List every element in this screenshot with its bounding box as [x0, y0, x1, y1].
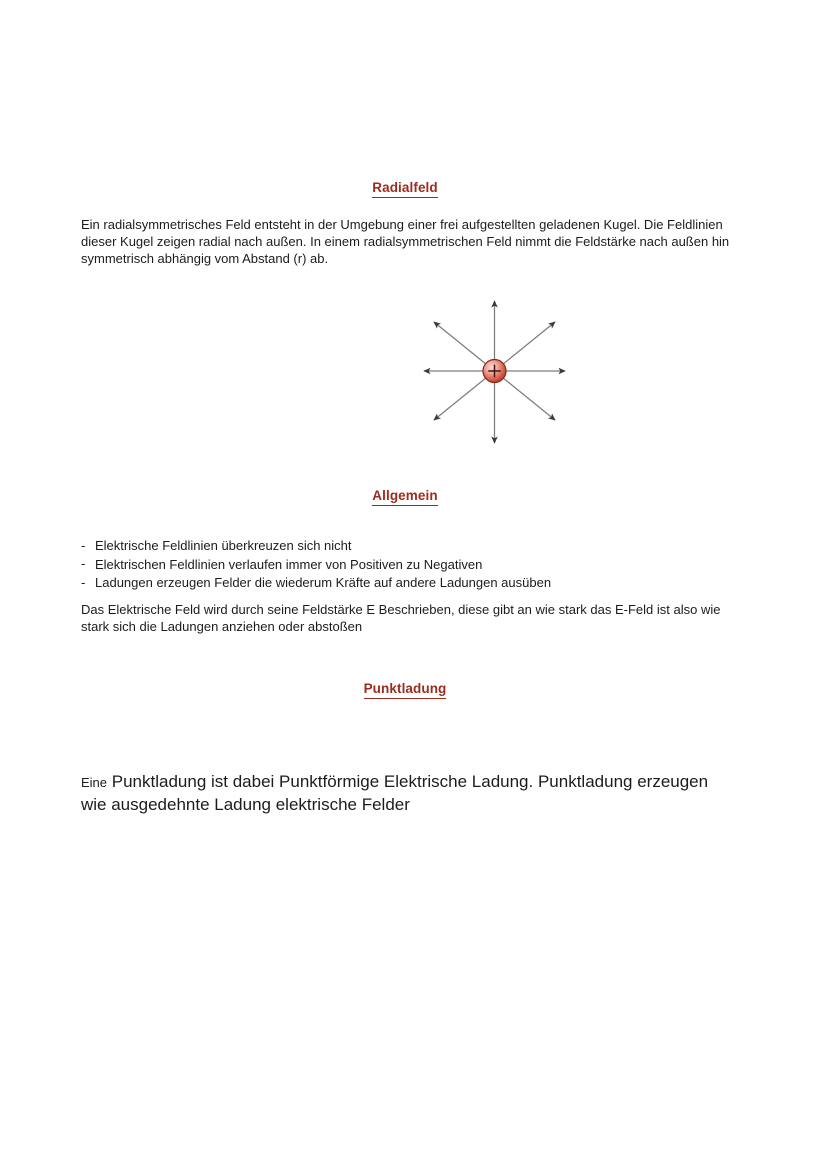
list-item-label: Elektrische Feldlinien überkreuzen sich nicht [95, 538, 352, 553]
paragraph-feldstaerke: Das Elektrische Feld wird durch seine Feldstärke E Beschrieben, diese gibt an wie stark das E-Feld ist also wie stark sich die Ladungen anziehen oder abstoßen [81, 602, 721, 635]
paragraph-punktladung [81, 771, 721, 815]
rules-list [81, 537, 729, 593]
list-item [81, 537, 729, 556]
list-item-label: Elektrischen Feldlinien verlaufen immer von Positiven zu Negativen [95, 556, 483, 572]
heading-allgemein [81, 488, 729, 506]
paragraph-punktladung-lead: Eine [81, 775, 108, 790]
heading-punktladung-text: Punktladung [364, 681, 447, 699]
heading-punktladung [81, 681, 729, 699]
radial-field-diagram [411, 288, 579, 456]
bullet-dash: - [81, 574, 86, 590]
list-item-label: Ladungen erzeugen Felder die wiederum Kräfte auf andere Ladungen ausüben [95, 575, 552, 590]
paragraph-punktladung-body: Punktladung ist dabei Punktförmige Elektrische Ladung. Punktladung erzeugen wie ausgedehnte Ladung elektrische Felder [81, 772, 709, 814]
paragraph-radialfeld: Ein radialsymmetrisches Feld entsteht in der Umgebung einer frei aufgestellten geladenen Kugel. Die Feldlinien dieser Kugel zeigen radial nach außen. In einem radialsymmetrischen Feld nimmt die Feldstärke nach außen hin symmetrisch abhängig vom Abstand (r) ab. [81, 217, 730, 267]
list-item [81, 574, 729, 593]
heading-radialfeld [81, 180, 729, 198]
heading-allgemein-text: Allgemein [372, 488, 437, 506]
heading-radialfeld-text: Radialfeld [372, 180, 438, 198]
bullet-dash: - [81, 556, 86, 571]
radial-field-svg [411, 288, 579, 456]
bullet-dash: - [81, 537, 86, 553]
list-item [81, 556, 729, 575]
